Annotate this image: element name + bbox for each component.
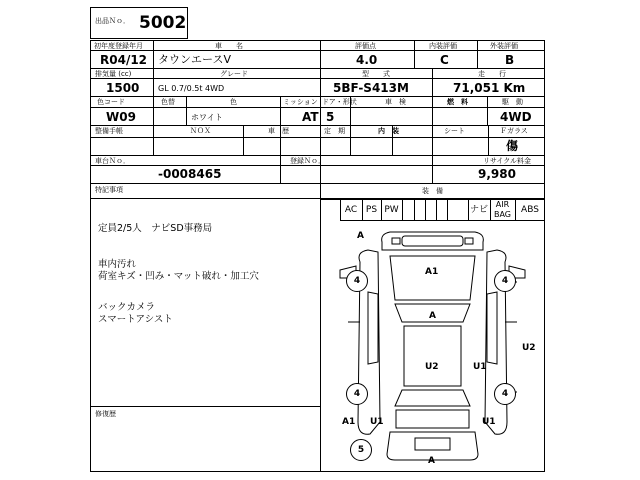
recycle-value: 9,980: [478, 167, 516, 181]
score-label: 評価点: [355, 42, 376, 50]
grade-value: GL 0.7/0.5t 4WD: [158, 84, 225, 93]
damage-roof: U2: [425, 362, 439, 372]
damage-front-bumper: A: [357, 231, 364, 241]
model-label: 型 式: [362, 70, 390, 78]
fuel-label: 燃 料: [447, 98, 468, 106]
repair-history-label: 修復歴: [95, 410, 116, 418]
tire-rear-left: 4: [346, 383, 368, 405]
tire-spare: 5: [350, 439, 372, 461]
exterior-value: B: [505, 53, 515, 67]
remark-line: バックカメラ: [98, 302, 156, 313]
mileage-label: 走 行: [478, 70, 506, 78]
displacement-label: 排気量 (cc): [95, 70, 132, 78]
displacement-value: 1500: [106, 81, 140, 95]
seat-label: シート: [444, 127, 465, 135]
equip-ps: PS: [365, 205, 378, 215]
front-glass-label: Ｆガラス: [500, 127, 528, 135]
damage-rear-bumper: A: [428, 456, 435, 466]
interior-trim-label: 内 装: [378, 127, 399, 135]
equip-pw: PW: [384, 205, 399, 215]
chassis-label: 車台Ｎｏ．: [95, 157, 130, 165]
interior-label: 内装評価: [429, 42, 457, 50]
exterior-label: 外装評価: [490, 42, 518, 50]
reg-date-value: R04/12: [100, 53, 148, 67]
tire-front-left: 4: [346, 270, 368, 292]
remark-line: スマートアシスト: [98, 314, 173, 325]
color-swap-label: 色替: [161, 98, 175, 106]
reg-date-label: 初年度登録年月: [94, 42, 143, 50]
nox-label: ＮＯＸ: [190, 127, 211, 135]
tire-rear-right: 4: [494, 383, 516, 405]
service-manual-label: 整備手帳: [95, 127, 123, 135]
car-name-value: タウンエースV: [158, 53, 231, 66]
door-label: ドア・形状: [322, 98, 357, 106]
car-diagram: [320, 222, 545, 472]
equip-airbag: AIR BAG: [493, 200, 512, 219]
chassis-value: -0008465: [158, 167, 222, 181]
remark-line: 車内汚れ: [98, 259, 137, 270]
front-glass-value: 傷: [506, 139, 519, 153]
damage-rear-right: U1: [482, 417, 496, 427]
damage-windshield: A: [429, 311, 436, 321]
remarks-label: 特記事項: [95, 186, 123, 194]
door-value: 5: [326, 110, 335, 124]
equip-ac: AC: [344, 205, 358, 215]
equip-navi: ナビ: [469, 205, 488, 215]
lot-number: 5002: [139, 13, 187, 33]
equipment-label: 装 備: [422, 187, 443, 195]
remark-line: 荷室キズ・凹み・マット破れ・加工穴: [98, 271, 259, 282]
interior-value: C: [440, 53, 449, 67]
damage-rear-left: U1: [370, 417, 384, 427]
damage-rear-left-corner: A1: [342, 417, 356, 427]
lot-number-label: 出品Ｎｏ．: [95, 17, 130, 25]
model-value: 5BF-S413M: [333, 81, 409, 95]
damage-right-side: U1: [473, 362, 487, 372]
equip-abs: ABS: [521, 205, 539, 215]
damage-hood: A1: [425, 267, 439, 277]
color-value: ホワイト: [191, 113, 223, 122]
color-label: 色: [230, 98, 237, 106]
color-code-label: 色コード: [97, 98, 125, 106]
remark-line: 定員2/5人 ナビSD事務局: [98, 223, 213, 234]
tire-front-right: 4: [494, 270, 516, 292]
history-label: 車 歴: [268, 127, 289, 135]
car-name-label: 車 名: [215, 42, 243, 50]
mission-value: AT: [302, 110, 319, 124]
drive-value: 4WD: [500, 110, 532, 124]
inspection-label: 車 検: [385, 98, 406, 106]
color-code-value: W09: [106, 110, 136, 124]
drive-label: 駆 動: [502, 98, 523, 106]
periodic-label: 定 期: [324, 127, 345, 135]
score-value: 4.0: [356, 53, 378, 67]
grade-label: グレード: [220, 70, 248, 78]
recycle-label: リサイクル料金: [483, 157, 532, 165]
mission-label: ミッション: [283, 98, 318, 106]
mileage-value: 71,051 Km: [453, 81, 526, 95]
damage-right-panel: U2: [522, 343, 536, 353]
registration-label: 登録Ｎｏ．: [290, 157, 325, 165]
